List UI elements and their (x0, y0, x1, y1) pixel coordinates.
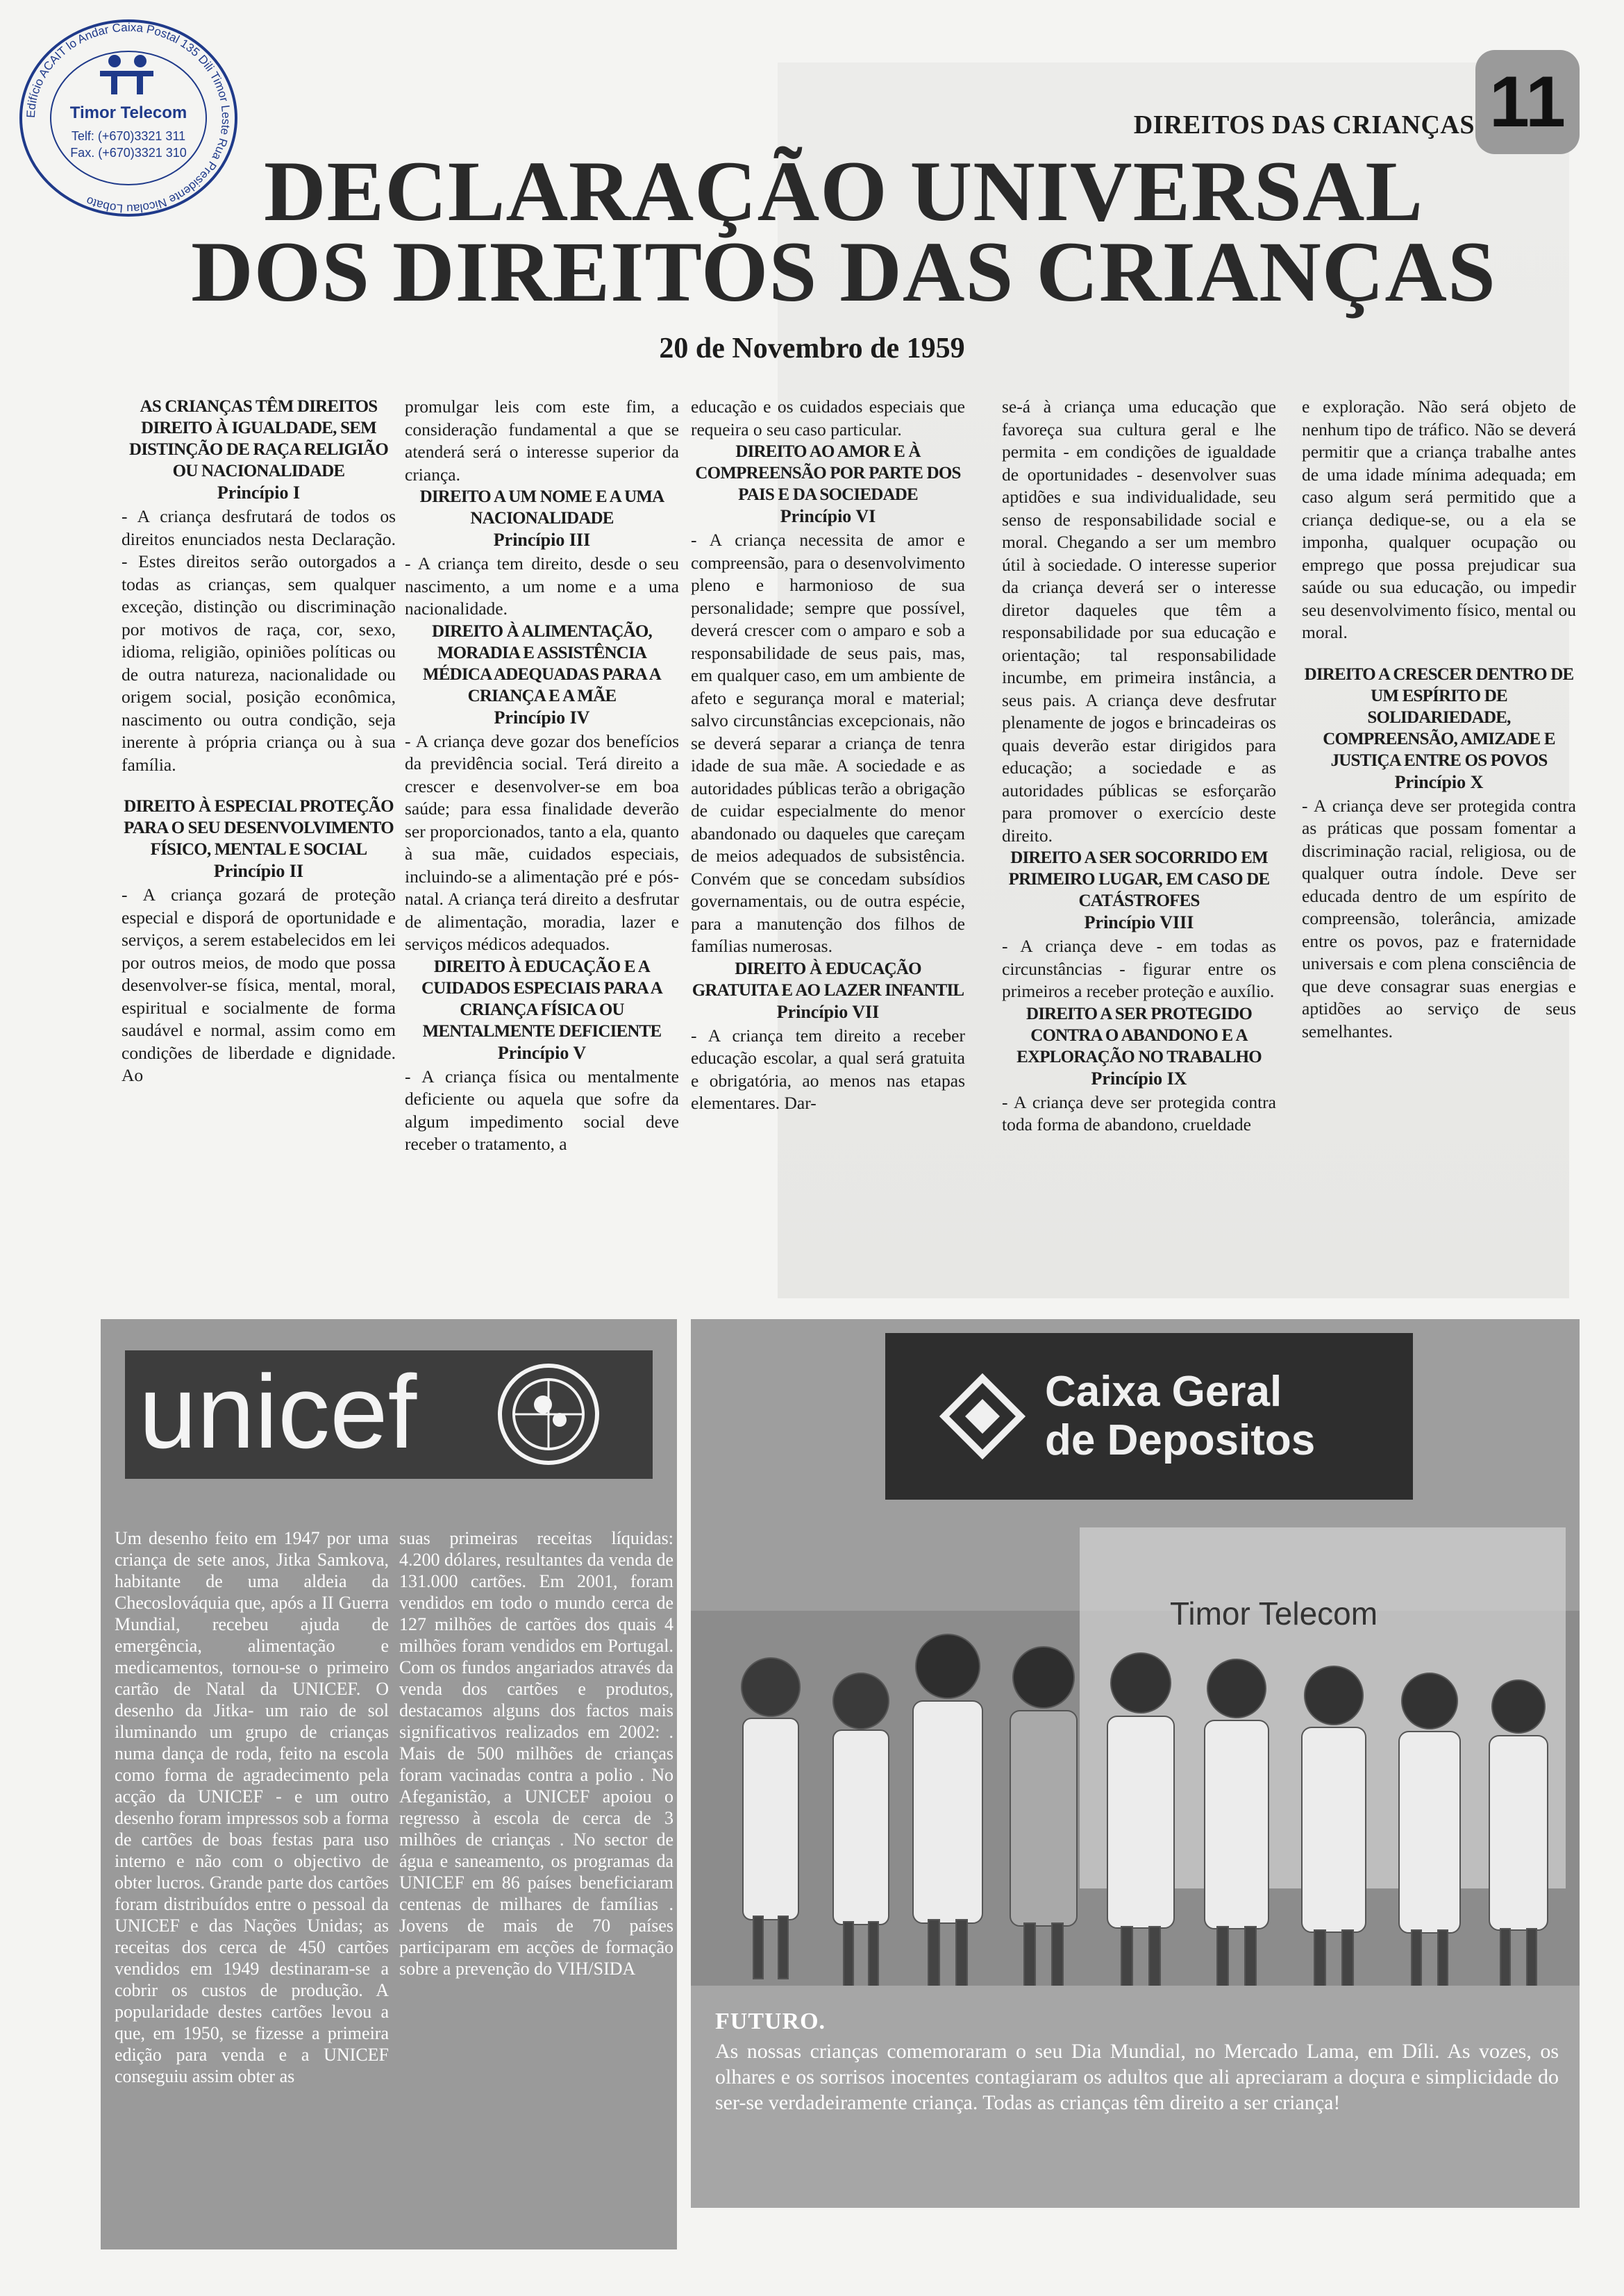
section-label: DIREITOS DAS CRIANÇAS (1133, 110, 1475, 140)
principle-text: - A criança desfrutará de todos os direitos enunciados nesta Declaração. - Estes direitos serão outorgados a todas as crianças, sem qualquer exceção, distinção ou discriminação por motivos de raça, cor, sexo, idioma, religião, opiniões políticas ou de outra natureza, nacionalidade ou origem social, posição econômica, nascimento ou outra condição, seja inerente à própria criança ou à sua família. (122, 506, 396, 775)
page-number: 11 (1475, 50, 1580, 154)
principle-heading: DIREITO A CRESCER DENTRO DE UM ESPÍRITO DE SOLIDARIEDADE, COMPREENSÃO, AMIZADE E JUSTIÇA ENTRE OS POVOS (1304, 664, 1574, 770)
principle-text: - A criança deve - em todas as circunstâncias - figurar entre os primeiros a receber proteção e auxílio. (1002, 936, 1276, 1001)
declaration-column-3 (691, 396, 965, 1271)
wall-sign: Timor Telecom (1170, 1595, 1378, 1632)
principle-label: Princípio V (497, 1042, 587, 1063)
principle-label: Princípio VIII (1084, 912, 1194, 932)
principle-label: Princípio III (493, 530, 591, 550)
stamp-fax: Fax. (+670)3321 310 (70, 146, 187, 160)
principle-label: Princípio II (213, 861, 304, 881)
declaration-column-1 (122, 396, 396, 1271)
timor-telecom-logo-icon (100, 55, 153, 94)
unicef-article-text: Um desenho feito em 1947 por uma criança de sete anos, Jitka Samkova, habitante de uma aldeia da Checoslováquia que, após a II Guerra Mundial, recebeu ajuda de emergência, alimentação e medicamentos, tornou-se o primeiro cartão de Natal da UNICEF. O desenho da Jitka- um raio de sol iluminando um grupo de crianças numa dança de roda, feito na escola como forma de agradecimento pela acção da UNICEF - e um outro desenho foram impressos sob a forma de cartões de boas festas para uso interno e não com o objectivo de obter lucros. Grande parte dos cartões foram distribuídos entre o pessoal da UNICEF e das Nações Unidas; as receitas dos cerca de 450 cartões vendidos em 1949 destinaram-se a cobrir os custos de produção. A popularidade destes cartões levou a que, em 1950, se fizesse a primeira edição para venda e a UNICEF conseguiu assim obter as (115, 1528, 389, 2086)
principle-heading: DIREITO A SER PROTEGIDO CONTRA O ABANDONO E A EXPLORAÇÃO NO TRABALHO (1016, 1004, 1262, 1066)
principle-text: - A criança física ou mentalmente deficiente ou aquela que sofre da algum impedimento social deve receber o tratamento, a (405, 1066, 679, 1154)
principle-label: Princípio IX (1091, 1068, 1187, 1089)
unicef-wordmark: unicef (139, 1353, 417, 1470)
principle-text: - A criança tem direito a receber educação escolar, a qual será gratuita e obrigatória, ao menos nas etapas elementares. Dar- (691, 1025, 965, 1113)
principle-heading: AS CRIANÇAS TÊM DIREITOS DIREITO À IGUALDADE, SEM DISTINÇÃO DE RAÇA RELIGIÃO OU NACIONALIDADE (128, 397, 389, 480)
declaration-column-2 (405, 396, 679, 1271)
principle-label: Princípio VII (776, 1001, 880, 1022)
principle-heading: DIREITO À ESPECIAL PROTEÇÃO PARA O SEU DESENVOLVIMENTO FÍSICO, MENTAL E SOCIAL (124, 797, 394, 859)
principle-heading: DIREITO A UM NOME E A UMA NACIONALIDADE (419, 487, 664, 528)
declaration-column-5 (1302, 396, 1576, 1271)
stamp-address-ring: Edifício ACAIT lo Andar Caixa Postal 135 Dili Timor Leste Rua Presidente Nicolau Lobato (24, 20, 233, 216)
photo-caption-title: FUTURO. (715, 2009, 826, 2034)
banner-line-1: Caixa Geral (1045, 1368, 1282, 1416)
unicef-text-column-1 (115, 1527, 389, 2249)
principle-heading: DIREITO AO AMOR E À COMPREENSÃO POR PARTE DOS PAIS E DA SOCIEDADE (695, 442, 961, 504)
principle-text: - A criança gozará de proteção especial e disporá de oportunidade e serviços, a serem estabelecidos em lei por outros meios, de modo que possa desenvolver-se física, mental, moral, espiritual e socialmente de forma saudável e normal, assim como em condições de liberdade e dignidade. Ao (122, 885, 396, 1085)
principle-text: - A criança deve gozar dos benefícios da previdência social. Terá direito a crescer e desenvolver-se em boa saúde; para essa finalidade deverão ser proporcionados, tanto a ela, quanto à sua mãe, cuidados especiais, incluindo-se a alimentação pré e pós-natal. A criança terá direito a desfrutar de alimentação, moradia, lazer e serviços médicos adequados. (405, 730, 679, 954)
principle-text-continued: e exploração. Não será objeto de nenhum tipo de tráfico. Não se deverá permitir que a criança trabalhe antes de uma idade mínima adequada; em caso algum será permitido que a criança dedique-se, ou a ela se imponha, qualquer ocupação ou emprego que possa prejudicar sua saúde ou sua educação, ou impedir seu desenvolvimento físico, mental ou moral. (1302, 396, 1576, 642)
principle-heading: DIREITO À EDUCAÇÃO E A CUIDADOS ESPECIAIS PARA A CRIANÇA FÍSICA OU MENTALMENTE DEFICIENTE (421, 957, 662, 1041)
principle-label: Princípio VI (780, 506, 876, 526)
principle-text-continued: educação e os cuidados especiais que requeira o seu caso particular. (691, 396, 965, 439)
principle-label: Princípio IV (494, 707, 590, 728)
headline-line-1: DECLARAÇÃO UNIVERSAL (263, 144, 1424, 239)
principle-text: - A criança tem direito, desde o seu nascimento, a um nome e a uma nacionalidade. (405, 553, 679, 619)
unicef-logo (125, 1350, 653, 1479)
declaration-column-4 (1002, 396, 1276, 1271)
declaration-date: 20 de Novembro de 1959 (659, 333, 965, 364)
principle-text: - A criança deve ser protegida contra toda forma de abandono, crueldade (1002, 1091, 1276, 1134)
principle-text: - A criança deve ser protegida contra as práticas que possam fomentar a discriminação racial, religiosa, ou de qualquer outra índole. Deve ser educada dentro de um espírito de compreensão, tolerância, amizade entre os povos, paz e fraternidade universais e com plena consciência de que deve consagrar suas energias e aptidões ao serviço de seus semelhantes. (1302, 795, 1576, 1041)
unicef-emblem-icon (500, 1366, 597, 1463)
principle-heading: DIREITO À EDUCAÇÃO GRATUITA E AO LAZER INFANTIL (692, 959, 964, 1000)
photo-caption-text: As nossas crianças comemoraram o seu Dia Mundial, no Mercado Lama, em Díli. As vozes, os olhares e os sorrisos inocentes contagiaram os adultos que ali apreciaram a doçura e simplicidade do ser-se verdadeiramente criança. Todas as crianças têm direito a ser criança! (715, 2040, 1559, 2114)
stamp-company: Timor Telecom (69, 103, 187, 122)
principle-heading: DIREITO À ALIMENTAÇÃO, MORADIA E ASSISTÊNCIA MÉDICA ADEQUADAS PARA A CRIANÇA E A MÃE (423, 621, 661, 705)
principle-text-continued: promulgar leis com este fim, a consideração fundamental a que se atenderá será o interesse superior da criança. (405, 396, 679, 485)
principle-text-continued: se-á à criança uma educação que favoreça sua cultura geral e lhe permita - em condições de igualdade de oportunidades - desenvolver suas aptidões e sua individualidade, seu senso de responsabilidade social e moral. Chegando a ser um membro útil à sociedade. O interesse superior da criança deverá ser o interesse diretor daqueles que têm a responsabilidade por sua educação e orientação; tal responsabilidade incumbe, em primeira instância, a seus pais. A criança deve desfrutar plenamente de jogos e brincadeiras os quais deverão estar dirigidos para educação; a sociedade e as autoridades públicas se esforçarão para promover o exercício deste direito. (1002, 396, 1276, 846)
principle-text: - A criança necessita de amor e compreensão, para o desenvolvimento pleno e harmonioso de sua personalidade; sempre que possível, deverá crescer com o amparo e sob a responsabilidade de seus pais, mas, em qualquer caso, em um ambiente de afeto e segurança moral e material; salvo circunstâncias excepcionais, não se deverá separar a criança de tenra idade de sua mãe. A sociedade e as autoridades públicas terão a obrigação de cuidar especialmente do menor abandonado ou daqueles que careçam de meios adequados de subsistência. Convém que se concedam subsídios governamentais, ou de outra espécie, para a manutenção dos filhos de famílias numerosas. (691, 530, 965, 956)
principle-label: Princípio X (1394, 771, 1484, 792)
headline (174, 144, 1514, 319)
headline-line-2: DOS DIREITOS DAS CRIANÇAS (191, 224, 1496, 319)
stamp-phone: Telf: (+670)3321 311 (71, 129, 186, 143)
banner-line-2: de Depositos (1045, 1416, 1316, 1464)
principle-label: Princípio I (217, 483, 301, 503)
unicef-text-column-2 (399, 1527, 673, 2249)
principle-heading: DIREITO A SER SOCORRIDO EM PRIMEIRO LUGAR, EM CASO DE CATÁSTROFES (1008, 848, 1270, 910)
unicef-article-text: suas primeiras receitas líquidas: 4.200 dólares, resultantes da venda de 131.000 cartões. Em 2001, foram vendidos em todo o mundo cerca de 127 milhões de cartões dos quais 4 milhões foram vendidos em Portugal. Com os fundos angariados através da venda dos cartões e produtos, destacamos alguns dos factos mais significativos realizados em 2002: . Mais de 500 milhões de crianças foram vacinadas contra a polio . No Afeganistão, a UNICEF apoiou o regresso à escola de cerca de 3 milhões de crianças . No sector de água e saneamento, os programas da UNICEF em 86 países beneficiaram centenas de milhares de famílias . Jovens de mais de 70 países participaram em acções de formação sobre a prevenção do VIH/SIDA (399, 1528, 673, 1979)
